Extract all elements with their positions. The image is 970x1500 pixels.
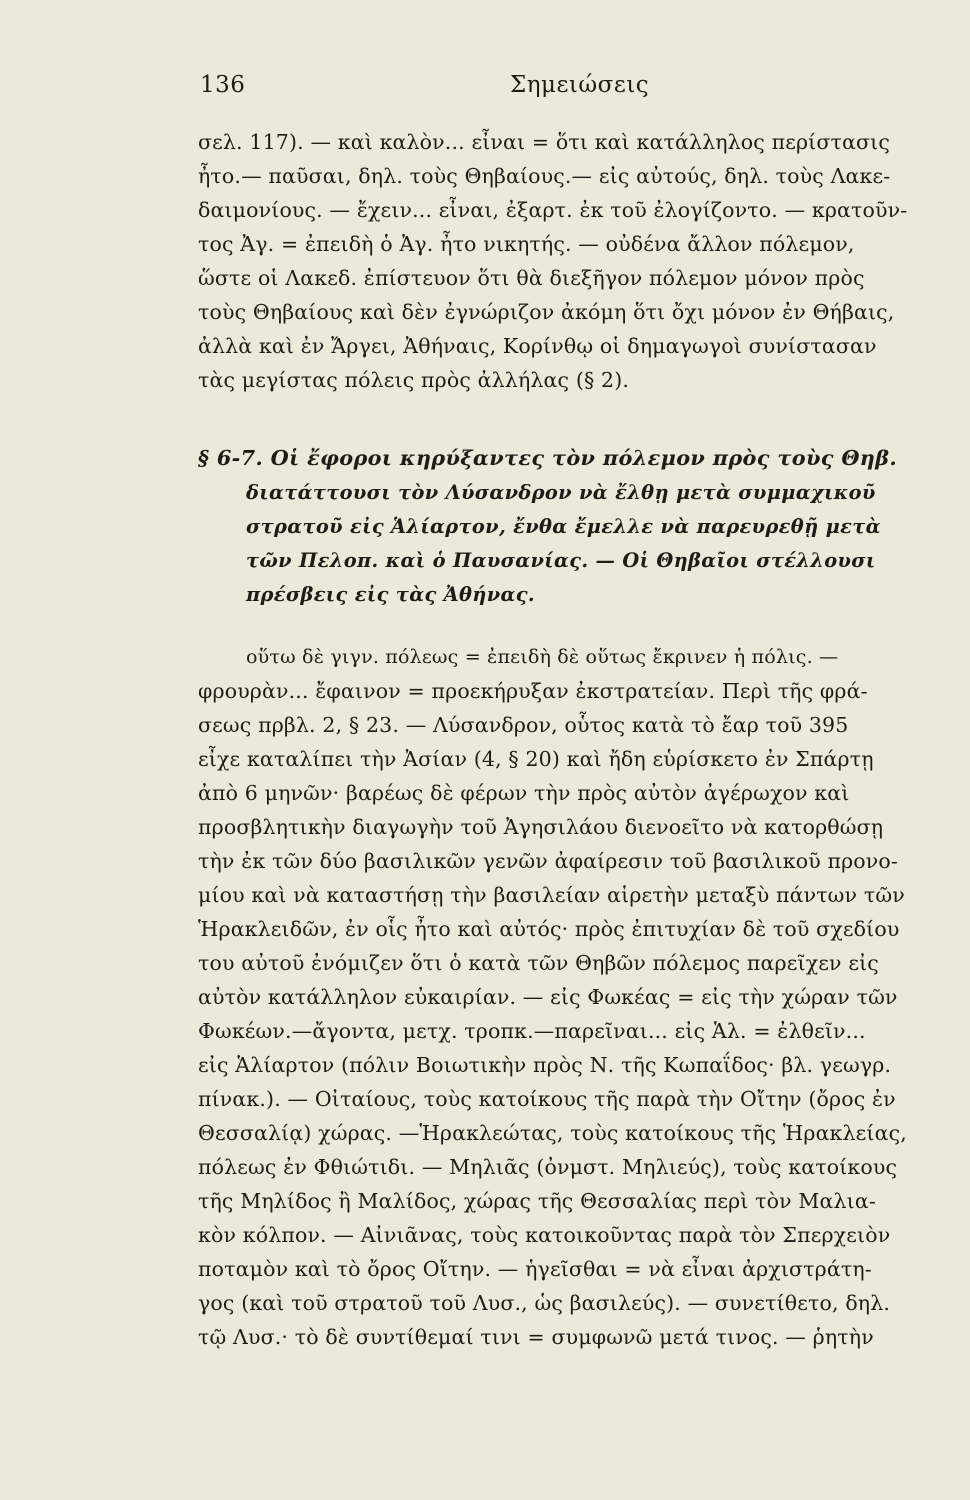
text-line: Θεσσαλίᾳ) χώρας. —Ἡρακλεώτας, τοὺς κατοίκους τῆς Ἡρακλείας, <box>198 1121 907 1145</box>
text-line: τοὺς Θηβαίους καὶ δὲν ἐγνώριζον ἀκόμη ὅτι ὄχι μόνον ἐν Θήβαις, <box>198 300 895 324</box>
section-heading-line: πρέσβεις εἰς τὰς Ἀθήνας. <box>246 583 535 606</box>
text-line: αὐτὸν κατάλληλον εὐκαιρίαν. — εἰς Φωκέας = εἰς τὴν χώραν τῶν <box>198 985 898 1009</box>
running-title: Σημειώσεις <box>510 72 650 98</box>
text-line: δαιμονίους. — ἔχειν... εἶναι, ἐξαρτ. ἐκ τοῦ ἐλογίζοντο. — κρατοῦν- <box>198 198 908 222</box>
text-line: τὰς μεγίστας πόλεις πρὸς ἀλλήλας (§ 2). <box>198 368 630 392</box>
text-line: του αὐτοῦ ἐνόμιζεν ὅτι ὁ κατὰ τῶν Θηβῶν πόλεμος παρεῖχεν εἰς <box>198 951 879 975</box>
section-heading-line: στρατοῦ εἰς Ἁλίαρτον, ἔνθα ἔμελλε νὰ παρευρεθῇ μετὰ <box>246 515 881 538</box>
text-line: ἀπὸ 6 μηνῶν· βαρέως δὲ φέρων τὴν πρὸς αὐτὸν ἀγέρωχον καὶ <box>198 781 850 805</box>
text-line: πόλεως ἐν Φθιώτιδι. — Μηλιᾶς (ὀνμστ. Μηλιεύς), τοὺς κατοίκους <box>198 1155 898 1179</box>
section-heading-line: διατάττουσι τὸν Λύσανδρον νὰ ἔλθῃ μετὰ συμμαχικοῦ <box>246 481 876 504</box>
text-line: φρουρὰν... ἔφαινον = προεκήρυξαν ἐκστρατείαν. Περὶ τῆς φρά- <box>198 679 868 703</box>
text-line: μίου καὶ νὰ καταστήσῃ τὴν βασιλείαν αἱρετὴν μεταξὺ πάντων τῶν <box>198 883 905 907</box>
text-line: οὕτω δὲ γιγν. πόλεως = ἐπειδὴ δὲ οὕτως ἔκρινεν ἡ πόλις. — <box>246 645 839 668</box>
text-line: προσβλητικὴν διαγωγὴν τοῦ Ἀγησιλάου διενοεῖτο νὰ κατορθώσῃ <box>198 815 884 839</box>
text-line: τῆς Μηλίδος ἢ Μαλίδος, χώρας τῆς Θεσσαλίας περὶ τὸν Μαλια- <box>198 1189 876 1213</box>
text-line: ἦτο.— παῦσαι, δηλ. τοὺς Θηβαίους.— εἰς αὐτούς, δηλ. τοὺς Λακε- <box>198 164 891 188</box>
text-line: ὥστε οἱ Λακεδ. ἐπίστευον ὅτι θὰ διεξῆγον πόλεμον μόνον πρὸς <box>198 266 865 290</box>
text-line: εἰς Ἁλίαρτον (πόλιν Βοιωτικὴν πρὸς Ν. τῆς Κωπαΐδος· βλ. γεωγρ. <box>198 1053 892 1077</box>
text-line: γος (καὶ τοῦ στρατοῦ τοῦ Λυσ., ὡς βασιλεύς). — συνετίθετο, δηλ. <box>198 1291 891 1315</box>
text-line: εἶχε καταλίπει τὴν Ἀσίαν (4, § 20) καὶ ἤδη εὑρίσκετο ἐν Σπάρτῃ <box>198 747 874 771</box>
text-line: Φωκέων.—ἄγοντα, μετχ. τροπκ.—παρεῖναι... εἰς Ἁλ. = ἐλθεῖν... <box>198 1019 866 1043</box>
text-line: κὸν κόλπον. — Αἰνιᾶνας, τοὺς κατοικοῦντας παρὰ τὸν Σπερχειὸν <box>198 1223 891 1247</box>
text-line: ἀλλὰ καὶ ἐν Ἄργει, Ἀθήναις, Κορίνθῳ οἱ δημαγωγοὶ συνίστασαν <box>198 334 877 358</box>
text-line: σελ. 117). — καὶ καλὸν... εἶναι = ὅτι καὶ κατάλληλος περίστασις <box>198 130 890 154</box>
page-header <box>200 72 760 106</box>
section-heading-line: τῶν Πελοπ. καὶ ὁ Παυσανίας. — Οἱ Θηβαῖοι στέλλουσι <box>246 549 876 572</box>
page-number: 136 <box>200 72 246 98</box>
text-line: Ἡρακλειδῶν, ἐν οἷς ἦτο καὶ αὐτός· πρὸς ἐπιτυχίαν δὲ τοῦ σχεδίου <box>198 917 900 941</box>
text-line: σεως πρβλ. 2, § 23. — Λύσανδρον, οὗτος κατὰ τὸ ἔαρ τοῦ 395 <box>198 713 849 737</box>
text-line: πίνακ.). — Οἰταίους, τοὺς κατοίκους τῆς παρὰ τὴν Οἴτην (ὄρος ἐν <box>198 1087 896 1111</box>
text-line: τος Ἀγ. = ἐπειδὴ ὁ Ἀγ. ἦτο νικητής. — οὐδένα ἄλλον πόλεμον, <box>198 232 855 256</box>
text-line: τῷ Λυσ.· τὸ δὲ συντίθεμαί τινι = συμφωνῶ μετά τινος. — ῥητὴν <box>198 1325 874 1349</box>
text-line: ποταμὸν καὶ τὸ ὄρος Οἴτην. — ἡγεῖσθαι = νὰ εἶναι ἀρχιστράτη- <box>198 1257 872 1281</box>
text-line: τὴν ἐκ τῶν δύο βασιλικῶν γενῶν ἀφαίρεσιν τοῦ βασιλικοῦ προνο- <box>198 849 898 873</box>
section-heading-line: § 6-7. Οἱ ἔφοροι κηρύξαντες τὸν πόλεμον πρὸς τοὺς Θηβ. <box>198 445 898 470</box>
